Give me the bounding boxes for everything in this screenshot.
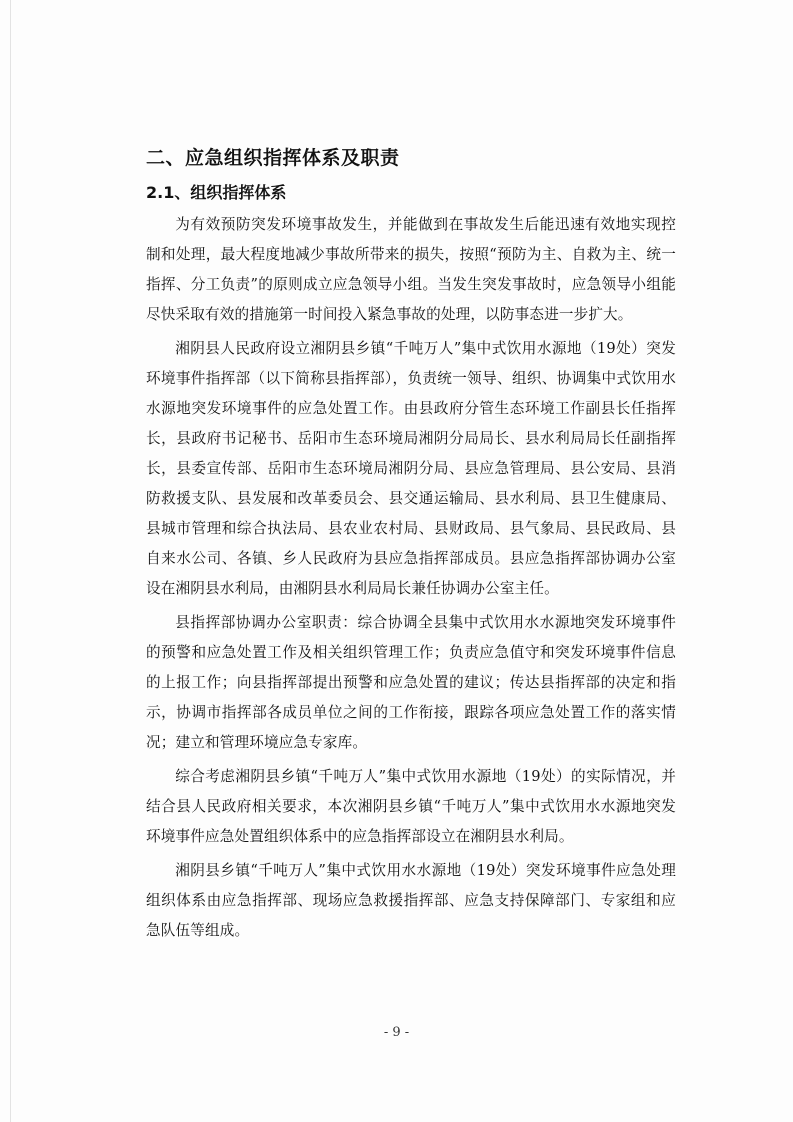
paragraph-2: 湘阴县人民政府设立湘阴县乡镇“千吨万人”集中式饮用水源地（19处）突发环境事件指挥部（以下简称县指挥部），负责统一领导、组织、协调集中式饮用水水源地突发环境事件的应急处置工作。由县政府分管生态环境工作副县长任指挥长，县政府书记秘书、岳阳市生态环境局湘阴分局局长、县水利局局长任副指挥长，县委宣传部、岳阳市生态环境局湘阴分局、县应急管理局、县公安局、县消防救援支队、县发展和改革委员会、县交通运输局、县水利局、县卫生健康局、县城市管理和综合执法局、县农业农村局、县财政局、县气象局、县民政局、县自来水公司、各镇、乡人民政府为县应急指挥部成员。县应急指挥部协调办公室设在湘阴县水利局，由湘阴县水利局局长兼任协调办公室主任。	[146, 340, 676, 597]
paragraph-4: 综合考虑湘阴县乡镇“千吨万人”集中式饮用水源地（19处）的实际情况，并结合县人民政府相关要求，本次湘阴县乡镇“千吨万人”集中式饮用水水源地突发环境事件应急处置组织体系中的应急指挥部设立在湘阴县水利局。	[146, 768, 676, 845]
paragraph-5: 湘阴县乡镇“千吨万人”集中式饮用水水源地（19处）突发环境事件应急处理组织体系由应急指挥部、现场应急救援指挥部、应急支持保障部门、专家组和应急队伍等组成。	[146, 862, 676, 939]
scan-edge-line	[10, 0, 11, 1122]
paragraph-1: 为有效预防突发环境事故发生，并能做到在事故发生后能迅速有效地实现控制和处理，最大程度地减少事故所带来的损失，按照“预防为主、自救为主、统一指挥、分工负责”的原则成立应急领导小组。当发生突发事故时，应急领导小组能尽快采取有效的措施第一时间投入紧急事故的处理，以防事态进一步扩大。	[146, 216, 676, 323]
paragraph-3: 县指挥部协调办公室职责：综合协调全县集中式饮用水水源地突发环境事件的预警和应急处置工作及相关组织管理工作；负责应急值守和突发环境事件信息的上报工作；向县指挥部提出预警和应急处置的建议；传达县指挥部的决定和指示，协调市指挥部各成员单位之间的工作衔接，跟踪各项应急处置工作的落实情况；建立和管理环境应急专家库。	[146, 614, 676, 751]
subsection-title: 2.1、组织指挥体系	[146, 183, 287, 202]
page-number: - 9 -	[383, 1025, 410, 1040]
section-title: 二、应急组织指挥体系及职责	[146, 147, 400, 169]
page-content	[146, 146, 676, 950]
